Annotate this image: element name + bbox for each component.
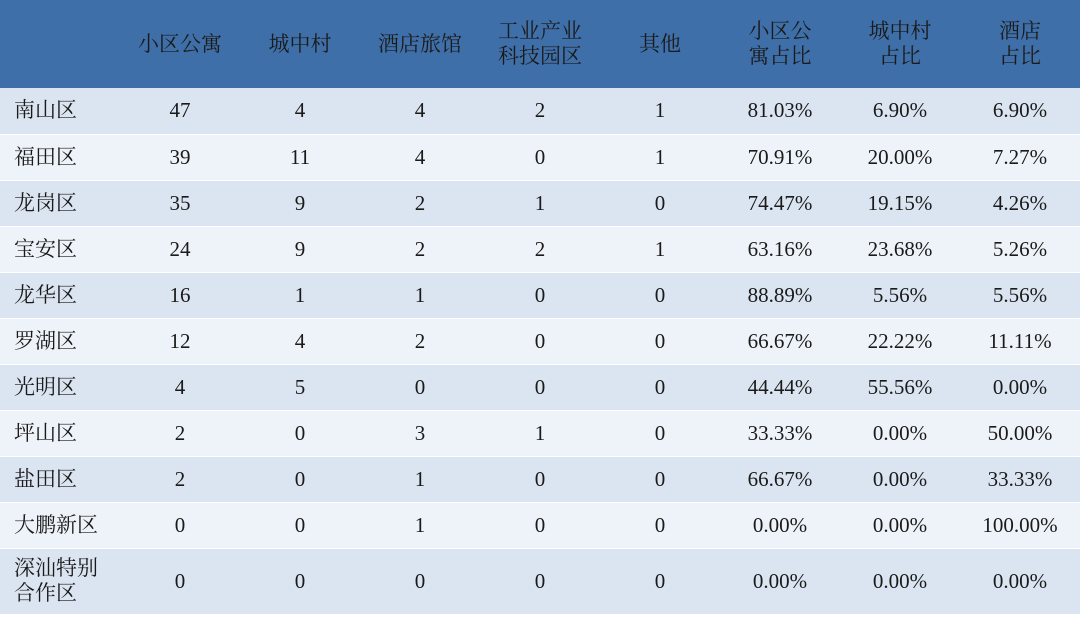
- column-header-text: 工业产业: [498, 19, 582, 44]
- row-label-district: [0, 88, 120, 134]
- row-label-district: [0, 134, 120, 180]
- table-cell-apartment_pct: 88.89%: [720, 272, 840, 318]
- row-label-text: 龙华区: [14, 282, 77, 307]
- table-row: [0, 272, 1080, 318]
- row-label-text: 合作区: [14, 581, 77, 605]
- table-header-row: [0, 0, 1080, 88]
- table-cell-apartment: 0: [120, 548, 240, 614]
- column-header-apartment: [120, 0, 240, 88]
- table-cell-other: 0: [600, 318, 720, 364]
- table-cell-hotel: 1: [360, 272, 480, 318]
- table-cell-hotel_pct: 5.26%: [960, 226, 1080, 272]
- table-cell-hotel_pct: 0.00%: [960, 364, 1080, 410]
- table-cell-apartment_pct: 33.33%: [720, 410, 840, 456]
- table-cell-other: 0: [600, 180, 720, 226]
- table-cell-hotel_pct: 5.56%: [960, 272, 1080, 318]
- table-cell-apartment_pct: 81.03%: [720, 88, 840, 134]
- table-cell-urban_village_pct: 22.22%: [840, 318, 960, 364]
- row-label-text: 福田区: [14, 144, 77, 169]
- column-header-text: 科技园区: [498, 44, 582, 68]
- table-cell-apartment_pct: 63.16%: [720, 226, 840, 272]
- table-cell-urban_village_pct: 0.00%: [840, 548, 960, 614]
- table-cell-industrial_park: 0: [480, 318, 600, 364]
- table-cell-apartment_pct: 66.67%: [720, 456, 840, 502]
- table-cell-urban_village_pct: 5.56%: [840, 272, 960, 318]
- table-cell-industrial_park: 0: [480, 364, 600, 410]
- table-cell-apartment: 47: [120, 88, 240, 134]
- table-row: [0, 88, 1080, 134]
- column-header-text: 酒店: [999, 19, 1041, 44]
- table-cell-urban_village_pct: 0.00%: [840, 456, 960, 502]
- table-cell-apartment_pct: 74.47%: [720, 180, 840, 226]
- table-cell-hotel_pct: 4.26%: [960, 180, 1080, 226]
- table-cell-apartment_pct: 66.67%: [720, 318, 840, 364]
- table-cell-apartment: 39: [120, 134, 240, 180]
- table-row: [0, 410, 1080, 456]
- table-cell-industrial_park: 0: [480, 548, 600, 614]
- column-header-hotel: [360, 0, 480, 88]
- table-cell-other: 0: [600, 502, 720, 548]
- column-header-apartment_pct: [720, 0, 840, 88]
- table-cell-hotel: 1: [360, 456, 480, 502]
- table-cell-apartment: 16: [120, 272, 240, 318]
- table-cell-urban_village: 5: [240, 364, 360, 410]
- column-header-text: 占比: [879, 44, 921, 68]
- table-cell-hotel_pct: 33.33%: [960, 456, 1080, 502]
- column-header-text: 小区公寓: [138, 31, 222, 56]
- table-cell-hotel: 1: [360, 502, 480, 548]
- table-cell-hotel: 2: [360, 226, 480, 272]
- table-row: [0, 364, 1080, 410]
- table-cell-other: 0: [600, 410, 720, 456]
- table-cell-industrial_park: 0: [480, 456, 600, 502]
- row-label-text: 罗湖区: [14, 328, 77, 353]
- table-cell-apartment: 2: [120, 410, 240, 456]
- row-label-text: 光明区: [14, 374, 77, 399]
- table-cell-hotel_pct: 11.11%: [960, 318, 1080, 364]
- table-cell-industrial_park: 1: [480, 410, 600, 456]
- table-cell-hotel: 0: [360, 364, 480, 410]
- table-row: [0, 502, 1080, 548]
- table-cell-urban_village: 0: [240, 548, 360, 614]
- table-cell-apartment: 24: [120, 226, 240, 272]
- table-cell-urban_village_pct: 23.68%: [840, 226, 960, 272]
- table-cell-industrial_park: 1: [480, 180, 600, 226]
- table-cell-industrial_park: 2: [480, 88, 600, 134]
- column-header-urban_village_pct: [840, 0, 960, 88]
- row-label-text: 大鹏新区: [14, 512, 98, 537]
- table-cell-urban_village_pct: 6.90%: [840, 88, 960, 134]
- table-row: [0, 134, 1080, 180]
- table-row: [0, 180, 1080, 226]
- table-cell-hotel: 2: [360, 180, 480, 226]
- table-row: [0, 456, 1080, 502]
- column-header-text: 城中村: [268, 31, 332, 56]
- row-label-district: [0, 226, 120, 272]
- column-header-other: [600, 0, 720, 88]
- table-header: [0, 0, 1080, 88]
- column-header-text: 酒店旅馆: [378, 31, 462, 56]
- row-label-text: 盐田区: [14, 466, 77, 491]
- table-cell-other: 1: [600, 134, 720, 180]
- row-label-district: [0, 410, 120, 456]
- row-label-text: 坪山区: [14, 420, 77, 445]
- column-header-text: 城中村: [868, 19, 932, 44]
- row-label-text: 深汕特别: [14, 556, 98, 581]
- table-cell-hotel_pct: 100.00%: [960, 502, 1080, 548]
- row-label-text: 南山区: [14, 98, 77, 123]
- table-cell-hotel_pct: 7.27%: [960, 134, 1080, 180]
- table-cell-apartment_pct: 0.00%: [720, 548, 840, 614]
- table-cell-apartment: 2: [120, 456, 240, 502]
- table-cell-urban_village: 11: [240, 134, 360, 180]
- table-body: [0, 88, 1080, 614]
- table-cell-other: 1: [600, 226, 720, 272]
- table-cell-apartment: 0: [120, 502, 240, 548]
- table-row: [0, 548, 1080, 614]
- table-cell-urban_village_pct: 20.00%: [840, 134, 960, 180]
- table-cell-apartment: 35: [120, 180, 240, 226]
- table-cell-apartment: 4: [120, 364, 240, 410]
- table-cell-urban_village: 0: [240, 410, 360, 456]
- table-cell-urban_village: 4: [240, 88, 360, 134]
- column-header-industrial_park: [480, 0, 600, 88]
- table-cell-apartment: 12: [120, 318, 240, 364]
- row-label-district: [0, 180, 120, 226]
- table-row: [0, 226, 1080, 272]
- table-cell-urban_village: 9: [240, 226, 360, 272]
- table-cell-hotel: 0: [360, 548, 480, 614]
- table-row: [0, 318, 1080, 364]
- table-cell-other: 1: [600, 88, 720, 134]
- table-cell-other: 0: [600, 456, 720, 502]
- table-cell-apartment_pct: 44.44%: [720, 364, 840, 410]
- column-header-text: 占比: [999, 44, 1041, 68]
- table-cell-industrial_park: 2: [480, 226, 600, 272]
- table-cell-industrial_park: 0: [480, 272, 600, 318]
- row-label-district: [0, 548, 120, 614]
- table-cell-industrial_park: 0: [480, 134, 600, 180]
- table-cell-urban_village_pct: 55.56%: [840, 364, 960, 410]
- column-header-hotel_pct: [960, 0, 1080, 88]
- column-header-district: [0, 0, 120, 88]
- table-cell-other: 0: [600, 272, 720, 318]
- row-label-district: [0, 364, 120, 410]
- table-cell-urban_village: 9: [240, 180, 360, 226]
- table-cell-urban_village_pct: 0.00%: [840, 502, 960, 548]
- table-cell-urban_village: 0: [240, 502, 360, 548]
- table-cell-hotel: 2: [360, 318, 480, 364]
- row-label-text: 宝安区: [14, 236, 77, 261]
- table-cell-other: 0: [600, 548, 720, 614]
- table-cell-urban_village_pct: 19.15%: [840, 180, 960, 226]
- row-label-text: 龙岗区: [14, 190, 77, 215]
- row-label-district: [0, 318, 120, 364]
- table-cell-apartment_pct: 70.91%: [720, 134, 840, 180]
- table-cell-other: 0: [600, 364, 720, 410]
- table-cell-hotel: 3: [360, 410, 480, 456]
- row-label-district: [0, 272, 120, 318]
- row-label-district: [0, 456, 120, 502]
- table-cell-urban_village: 1: [240, 272, 360, 318]
- table-cell-industrial_park: 0: [480, 502, 600, 548]
- column-header-text: 小区公: [748, 19, 812, 44]
- table-cell-urban_village: 0: [240, 456, 360, 502]
- table-cell-hotel_pct: 0.00%: [960, 548, 1080, 614]
- table-cell-apartment_pct: 0.00%: [720, 502, 840, 548]
- row-label-district: [0, 502, 120, 548]
- column-header-urban_village: [240, 0, 360, 88]
- table-cell-urban_village: 4: [240, 318, 360, 364]
- table-cell-hotel_pct: 6.90%: [960, 88, 1080, 134]
- column-header-text: 寓占比: [748, 44, 812, 68]
- column-header-text: 其他: [639, 31, 681, 56]
- table-cell-hotel_pct: 50.00%: [960, 410, 1080, 456]
- table-cell-hotel: 4: [360, 134, 480, 180]
- table-cell-urban_village_pct: 0.00%: [840, 410, 960, 456]
- table-cell-hotel: 4: [360, 88, 480, 134]
